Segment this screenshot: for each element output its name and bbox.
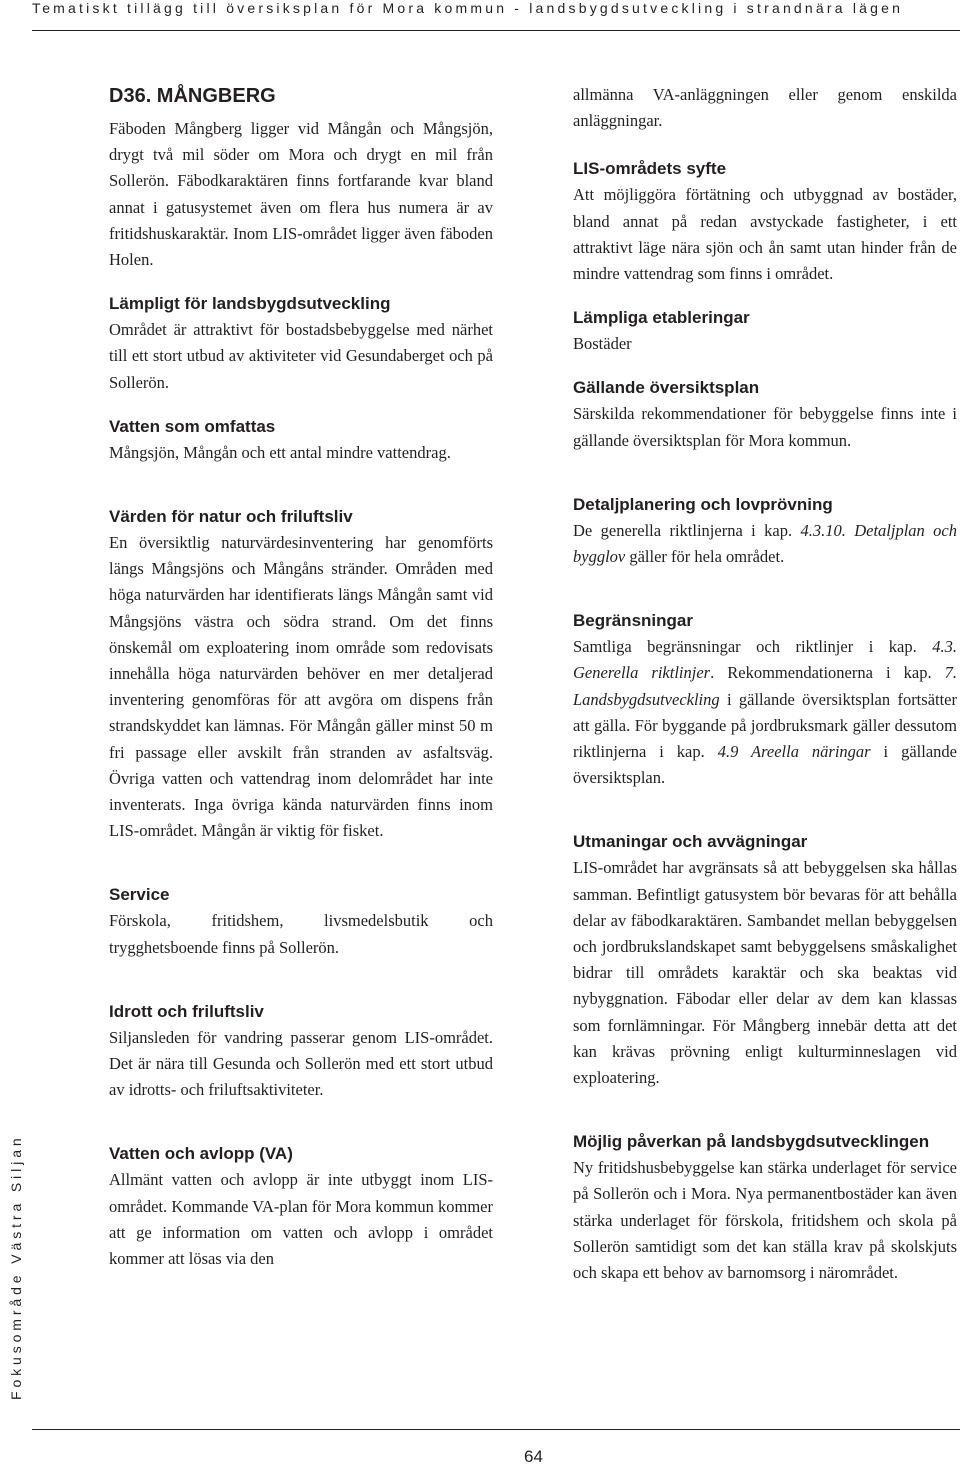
heading-utmaningar: Utmaningar och avvägningar bbox=[573, 832, 808, 852]
heading-detaljplanering: Detaljplanering och lovprövning bbox=[573, 494, 833, 514]
heading-idrott: Idrott och friluftsliv bbox=[109, 1001, 264, 1021]
heading-syfte: LIS-områdets syfte bbox=[573, 159, 727, 179]
text-vatten-omfattas: Mångsjön, Mångån och ett antal mindre vattendrag. bbox=[109, 442, 451, 462]
text-service: Förskola, fritidshem, livsmedelsbutik och trygghetsboende finns på Sollerön. bbox=[109, 911, 493, 957]
text-lampligt: Området är attraktivt för bostadsbebyggelse med närhet till ett stort utbud av aktiviteter vid Gesundaberget och på Sollerön. bbox=[109, 320, 493, 392]
right-column bbox=[573, 82, 957, 1286]
text-idrott: Siljansleden för vandring passerar genom LIS-området. Det är nära till Gesunda och Sollerön med ett stort utbud av idrotts- och friluftsaktiviteter. bbox=[109, 1027, 493, 1100]
text-va: Allmänt vatten och avlopp är inte utbyggt inom LIS-området. Kommande VA-plan för Mora kommun kommer att ge information om vatten och avlopp i området kommer att lösas via den bbox=[109, 1170, 493, 1269]
page-number: 64 bbox=[524, 1447, 543, 1466]
side-section-label: Fokusområde Västra Siljan bbox=[8, 1134, 24, 1400]
chapter-reference: 4.9 Areella näringar bbox=[717, 742, 871, 762]
heading-etableringar: Lämpliga etableringar bbox=[573, 308, 750, 328]
text-va-continued: allmänna VA-anläggningen eller genom enskilda anläggningar. bbox=[573, 85, 957, 131]
chapter-reference: 7. Landsbygdsutveckling bbox=[573, 663, 957, 709]
page-title: D36. MÅNGBERG bbox=[109, 85, 276, 107]
chapter-reference: 4.3.10. Detaljplan och bygglov bbox=[573, 520, 957, 567]
text-begransningar: Samtliga begränsningar och riktlinjer i kap. 4.3. Generella riktlinjer. Rekommendationerna i kap. 7. Landsbygdsutveckling i gällande översiktsplan fortsätter att gälla. För byggande på jordbruksmark gäller dessutom riktlinjerna i kap. 4.9 Areella näringar i gällande översiktsplan. bbox=[573, 637, 957, 788]
heading-service: Service bbox=[109, 885, 170, 905]
footer-divider bbox=[32, 1429, 960, 1430]
text-syfte: Att möjliggöra förtätning och utbyggnad av bostäder, bland annat på redan avstyckade fastigheter, i ett attraktivt läge nära sjön och ån samt utan hinder från de mindre vattendrag som finns i området. bbox=[573, 185, 957, 284]
intro-paragraph: Fäboden Mångberg ligger vid Mångån och Mångsjön, drygt två mil söder om Mora och drygt en mil från Sollerön. Fäbodkaraktären finns fortfarande kvar bland annat i gatusystemet även om flera hus numera är av fritidshuskaraktär. Inom LIS-området ligger även fäboden Holen. bbox=[109, 119, 493, 270]
text-oversiktsplan: Särskilda rekommendationer för bebyggelse finns inte i gällande översiktsplan för Mora kommun. bbox=[573, 404, 957, 450]
left-column bbox=[109, 82, 493, 1272]
heading-vatten-omfattas: Vatten som omfattas bbox=[109, 416, 276, 436]
text-paverkan: Ny fritidshusbebyggelse kan stärka underlaget för service på Sollerön och i Mora. Nya permanentbostäder kan även stärka underlaget för förskola, fritidshem och skola på Sollerön samtidigt som det kan ställa krav på skolskjuts och skapa ett behov av barnomsorg i närområdet. bbox=[573, 1158, 957, 1283]
heading-varden: Värden för natur och friluftsliv bbox=[109, 507, 353, 527]
heading-va: Vatten och avlopp (VA) bbox=[109, 1144, 293, 1164]
heading-oversiktsplan: Gällande översiktsplan bbox=[573, 378, 760, 398]
heading-lampligt: Lämpligt för landsbygdsutveckling bbox=[109, 294, 391, 314]
header-divider bbox=[32, 30, 960, 31]
text-varden: En översiktlig naturvärdesinventering har genomförts längs Mångsjöns och Mångåns stränder. Områden med höga naturvärden har identifierats längs Mångån samt vid Mångsjöns västra och södra strand. Om det finns önskemål om exploatering inom område som redovisats innehålla höga naturvärden behöver en mer detaljerad inventering genomföras för att avgöra om dispens från strandskyddet kan lämnas. För Mångån gäller minst 50 m fri passage eller avskilt från stranden av asfaltsväg. Övriga vatten och vattendrag inom delområdet har inte inventerats. Inga övriga kända naturvärden finns inom LIS-området. Mångån är viktig för fisket. bbox=[109, 533, 493, 841]
text-etableringar: Bostäder bbox=[573, 334, 632, 354]
text-detaljplanering: De generella riktlinjerna i kap. 4.3.10. Detaljplan och bygglov gäller för hela området. bbox=[573, 520, 957, 567]
text-utmaningar: LIS-området har avgränsats så att bebyggelsen ska hållas samman. Befintligt gatusystem bör bevaras för att behålla delar av fäbodkaraktären. Sambandet mellan bebyggelsen och jordbrukslandskapet samt bebyggelsens småskalighet bidrar till områdets karaktär och ska beaktas vid nybyggnation. Fäbodar eller delar av dem kan klassas som fornlämningar. För Mångberg innebär detta att det kan krävas prövning enligt kulturminneslagen vid exploatering. bbox=[573, 858, 957, 1088]
heading-paverkan: Möjlig påverkan på landsbygdsutvecklingen bbox=[573, 1132, 930, 1152]
running-header: Tematiskt tillägg till översiksplan för Mora kommun - landsbygdsutveckling i strandnära lägen bbox=[32, 0, 904, 16]
chapter-reference: 4.3. Generella riktlinjer bbox=[573, 637, 957, 683]
heading-begransningar: Begränsningar bbox=[573, 611, 693, 631]
